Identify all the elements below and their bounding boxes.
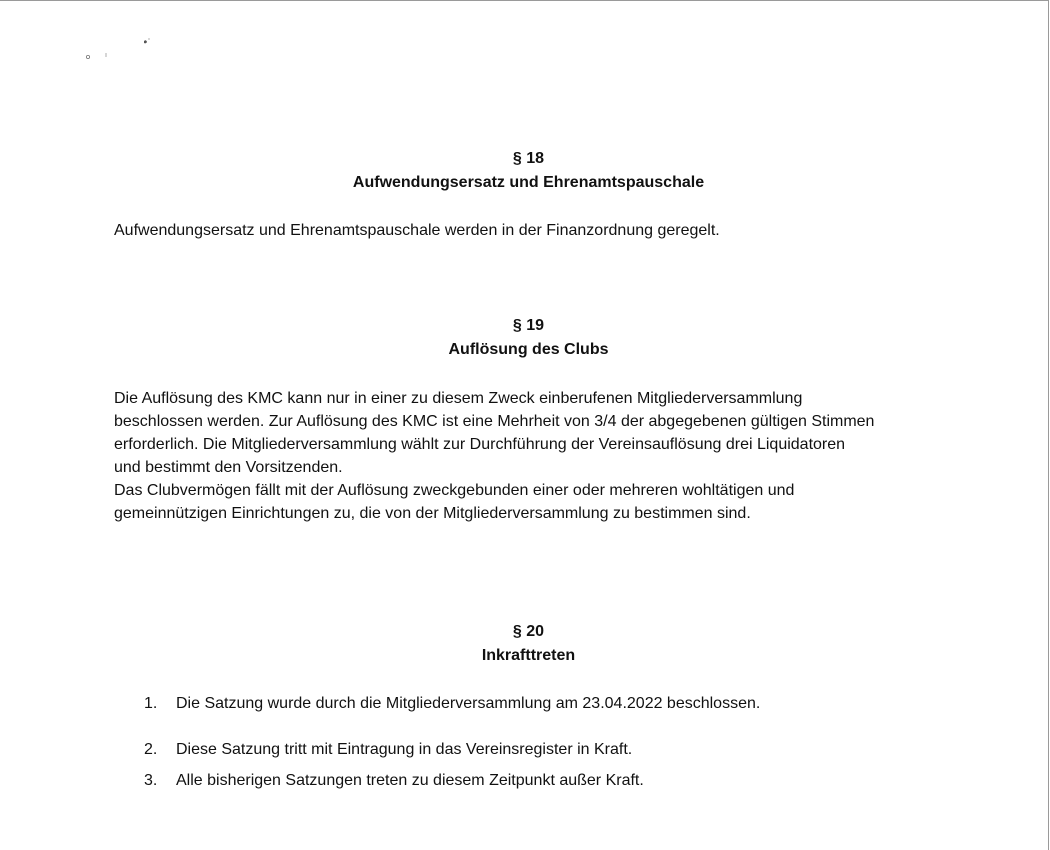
section-18-heading — [0, 147, 1049, 195]
section-number: § 18 — [512, 150, 545, 167]
list-item — [140, 739, 940, 761]
section-19-heading — [0, 314, 1049, 362]
paragraph-line: gemeinnützigen Einrichtungen zu, die von der Mitgliederversammlung zu bestimmen sind. — [114, 505, 751, 522]
list-item — [140, 770, 940, 792]
list-text: Die Satzung wurde durch die Mitgliederversammlung am 23.04.2022 beschlossen. — [176, 695, 761, 712]
paragraph-line: erforderlich. Die Mitgliederversammlung wählt zur Durchführung der Vereinsauflösung drei Liquidatoren — [114, 436, 846, 453]
section-title: Inkrafttreten — [481, 647, 576, 664]
paragraph-line: Das Clubvermögen fällt mit der Auflösung zweckgebunden einer oder mehreren wohltätigen und — [114, 482, 795, 499]
list-item — [140, 693, 940, 715]
paragraph-line: Die Auflösung des KMC kann nur in einer zu diesem Zweck einberufenen Mitgliederversammlung — [114, 390, 803, 407]
list-text: Alle bisherigen Satzungen treten zu diesem Zeitpunkt außer Kraft. — [176, 772, 644, 789]
scan-specks — [84, 35, 164, 65]
section-title: Aufwendungsersatz und Ehrenamtspauschale — [352, 174, 705, 191]
list-number: 2. — [144, 741, 158, 758]
section-title: Auflösung des Clubs — [448, 341, 609, 358]
section-number: § 20 — [512, 623, 545, 640]
paragraph-line: Aufwendungsersatz und Ehrenamtspauschale werden in der Finanzordnung geregelt. — [114, 222, 720, 239]
list-number: 3. — [144, 772, 158, 789]
section-18-paragraph — [114, 219, 994, 242]
list-text: Diese Satzung tritt mit Eintragung in das Vereinsregister in Kraft. — [176, 741, 633, 758]
paragraph-line: und bestimmt den Vorsitzenden. — [114, 459, 343, 476]
section-20-list — [140, 693, 940, 792]
section-20-heading — [0, 620, 1049, 668]
section-number: § 19 — [512, 317, 545, 334]
section-19-paragraph — [114, 387, 994, 525]
paragraph-line: beschlossen werden. Zur Auflösung des KMC ist eine Mehrheit von 3/4 der abgegebenen gültigen Stimmen — [114, 413, 875, 430]
list-number: 1. — [144, 695, 158, 712]
